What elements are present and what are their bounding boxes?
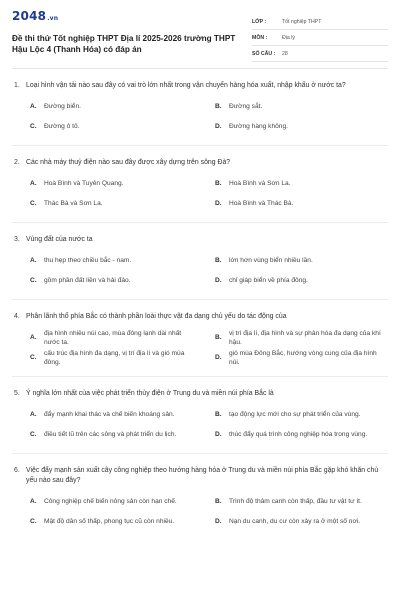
- option-letter: B.: [215, 411, 222, 419]
- option-text: địa hình nhiều núi cao, mùa đông lạnh dài nhất nước ta.: [44, 329, 182, 346]
- option-c[interactable]: [26, 348, 203, 368]
- option-d[interactable]: [211, 194, 388, 214]
- option-text: Đường hàng không.: [229, 123, 288, 131]
- question-text: Phân lãnh thổ phía Bắc có thành phần loài thực vật đa dạng chủ yếu do tác động của: [26, 313, 287, 320]
- option-letter: B.: [215, 180, 222, 188]
- option-b[interactable]: [211, 492, 388, 512]
- option-b[interactable]: [211, 174, 388, 194]
- meta-value: 28: [282, 50, 288, 57]
- option-text: Hoà Bình và Thác Bà.: [229, 200, 294, 208]
- option-letter: A.: [30, 411, 37, 419]
- option-text: Hoà Bình và Sơn La.: [229, 180, 291, 188]
- question-text: Việc đẩy mạnh sản xuất cây công nghiệp theo hướng hàng hóa ở Trung du và miền núi phía Bắc gặp khó khăn chủ yếu nào sau đây?: [26, 467, 379, 484]
- question-text: Các nhà máy thuỷ điện nào sau đây được xây dựng trên sông Đà?: [26, 159, 231, 166]
- option-letter: C.: [30, 431, 37, 439]
- question-5: [0, 377, 400, 445]
- logo-main: 2048: [12, 9, 47, 23]
- meta-key: LỚP :: [252, 18, 267, 25]
- option-text: Nạn du canh, du cư còn xảy ra ở một số nơi.: [229, 518, 361, 526]
- option-letter: D.: [215, 123, 222, 131]
- option-letter: A.: [30, 180, 37, 188]
- meta-row-class: [252, 14, 388, 30]
- option-b[interactable]: [211, 251, 388, 271]
- option-text: tạo động lực mới cho sự phát triển của vùng.: [229, 411, 361, 419]
- option-a[interactable]: [26, 251, 203, 271]
- question-3: [0, 223, 400, 291]
- question-number: 3.: [14, 236, 20, 243]
- option-text: Hoà Bình và Tuyên Quang.: [44, 180, 124, 188]
- option-a[interactable]: [26, 328, 203, 348]
- option-a[interactable]: [26, 405, 203, 425]
- option-letter: A.: [30, 103, 37, 111]
- option-letter: C.: [30, 200, 37, 208]
- question-number: 4.: [14, 313, 20, 320]
- option-a[interactable]: [26, 492, 203, 512]
- option-b[interactable]: [211, 97, 388, 117]
- meta-value: Tốt nghiệp THPT: [282, 18, 322, 25]
- question-6: [0, 454, 400, 532]
- option-c[interactable]: [26, 425, 203, 445]
- question-4: [0, 300, 400, 368]
- option-text: chỉ giáp biển về phía đông.: [229, 277, 308, 285]
- option-text: điều tiết lũ trên các sông và phát triển du lịch.: [44, 431, 177, 439]
- meta-value: Địa lý: [282, 34, 295, 41]
- option-text: gồm phần đất liền và hải đảo.: [44, 277, 131, 285]
- question-2: [0, 146, 400, 214]
- meta-row-subject: [252, 30, 388, 46]
- option-text: Công nghiệp chế biến nông sản còn hạn chế.: [44, 498, 177, 506]
- option-letter: C.: [30, 518, 37, 526]
- option-c[interactable]: [26, 194, 203, 214]
- option-letter: D.: [215, 354, 222, 362]
- option-text: Đường ô tô.: [44, 123, 80, 131]
- option-letter: C.: [30, 277, 37, 285]
- page-title: Đề thi thử Tốt nghiệp THPT Địa lí 2025-2026 trường THPT Hậu Lộc 4 (Thanh Hóa) có đáp án: [12, 34, 236, 54]
- option-letter: B.: [215, 334, 222, 342]
- option-a[interactable]: [26, 174, 203, 194]
- option-letter: C.: [30, 354, 37, 362]
- question-number: 5.: [14, 390, 20, 397]
- option-letter: D.: [215, 200, 222, 208]
- option-c[interactable]: [26, 512, 203, 532]
- option-c[interactable]: [26, 271, 203, 291]
- option-letter: D.: [215, 431, 222, 439]
- option-d[interactable]: [211, 425, 388, 445]
- question-1: [0, 69, 400, 137]
- option-letter: A.: [30, 334, 37, 342]
- option-a[interactable]: [26, 97, 203, 117]
- option-d[interactable]: [211, 512, 388, 532]
- question-number: 6.: [14, 467, 20, 474]
- logo-ext: .vn: [47, 15, 59, 22]
- option-text: cấu trúc địa hình đa dạng, vị trí địa lí và gió mùa đông.: [44, 349, 185, 366]
- option-b[interactable]: [211, 405, 388, 425]
- option-d[interactable]: [211, 117, 388, 137]
- option-text: lớn hơn vùng biển nhiều lần.: [229, 257, 313, 265]
- question-number: 2.: [14, 159, 20, 166]
- option-letter: B.: [215, 103, 222, 111]
- option-text: Trình độ thâm canh còn thấp, đầu tư vật tư ít.: [229, 498, 362, 506]
- option-letter: B.: [215, 257, 222, 265]
- meta-key: SỐ CÂU :: [252, 50, 276, 57]
- option-b[interactable]: [211, 328, 388, 348]
- question-text: Loại hình vận tải nào sau đây có vai trò lớn nhất trong vận chuyển hàng hóa xuất, nhập khẩu ở nước ta?: [26, 82, 346, 89]
- question-text: Ý nghĩa lớn nhất của việc phát triển thủy điện ở Trung du và miền núi phía Bắc là: [26, 390, 274, 397]
- header: [0, 0, 400, 68]
- option-c[interactable]: [26, 117, 203, 137]
- meta-key: MÔN :: [252, 34, 268, 41]
- question-text: Vùng đất của nước ta: [26, 236, 93, 243]
- option-text: Mật độ dân số thấp, phong tục cũ còn nhiều.: [44, 518, 175, 526]
- option-letter: D.: [215, 518, 222, 526]
- option-d[interactable]: [211, 271, 388, 291]
- option-text: đẩy mạnh khai thác và chế biến khoáng sản.: [44, 411, 175, 419]
- question-number: 1.: [14, 82, 20, 89]
- meta-row-count: [252, 46, 388, 62]
- option-text: gió mùa Đông Bắc, hướng vòng cung của địa hình núi.: [229, 349, 377, 366]
- option-letter: D.: [215, 277, 222, 285]
- exam-meta: [252, 14, 388, 62]
- option-letter: B.: [215, 498, 222, 506]
- option-text: Đường biển.: [44, 103, 81, 111]
- option-text: Thác Bà và Sơn La.: [44, 200, 103, 208]
- option-letter: A.: [30, 257, 37, 265]
- option-d[interactable]: [211, 348, 388, 368]
- option-text: Đường sắt.: [229, 103, 263, 111]
- option-letter: C.: [30, 123, 37, 131]
- option-text: thu hẹp theo chiều bắc - nam.: [44, 257, 132, 265]
- option-letter: A.: [30, 498, 37, 506]
- option-text: vị trí địa lí, địa hình và sự phân hóa đa dạng của khí hậu.: [229, 329, 381, 346]
- option-text: thúc đẩy quá trình công nghiệp hóa trong vùng.: [229, 431, 368, 439]
